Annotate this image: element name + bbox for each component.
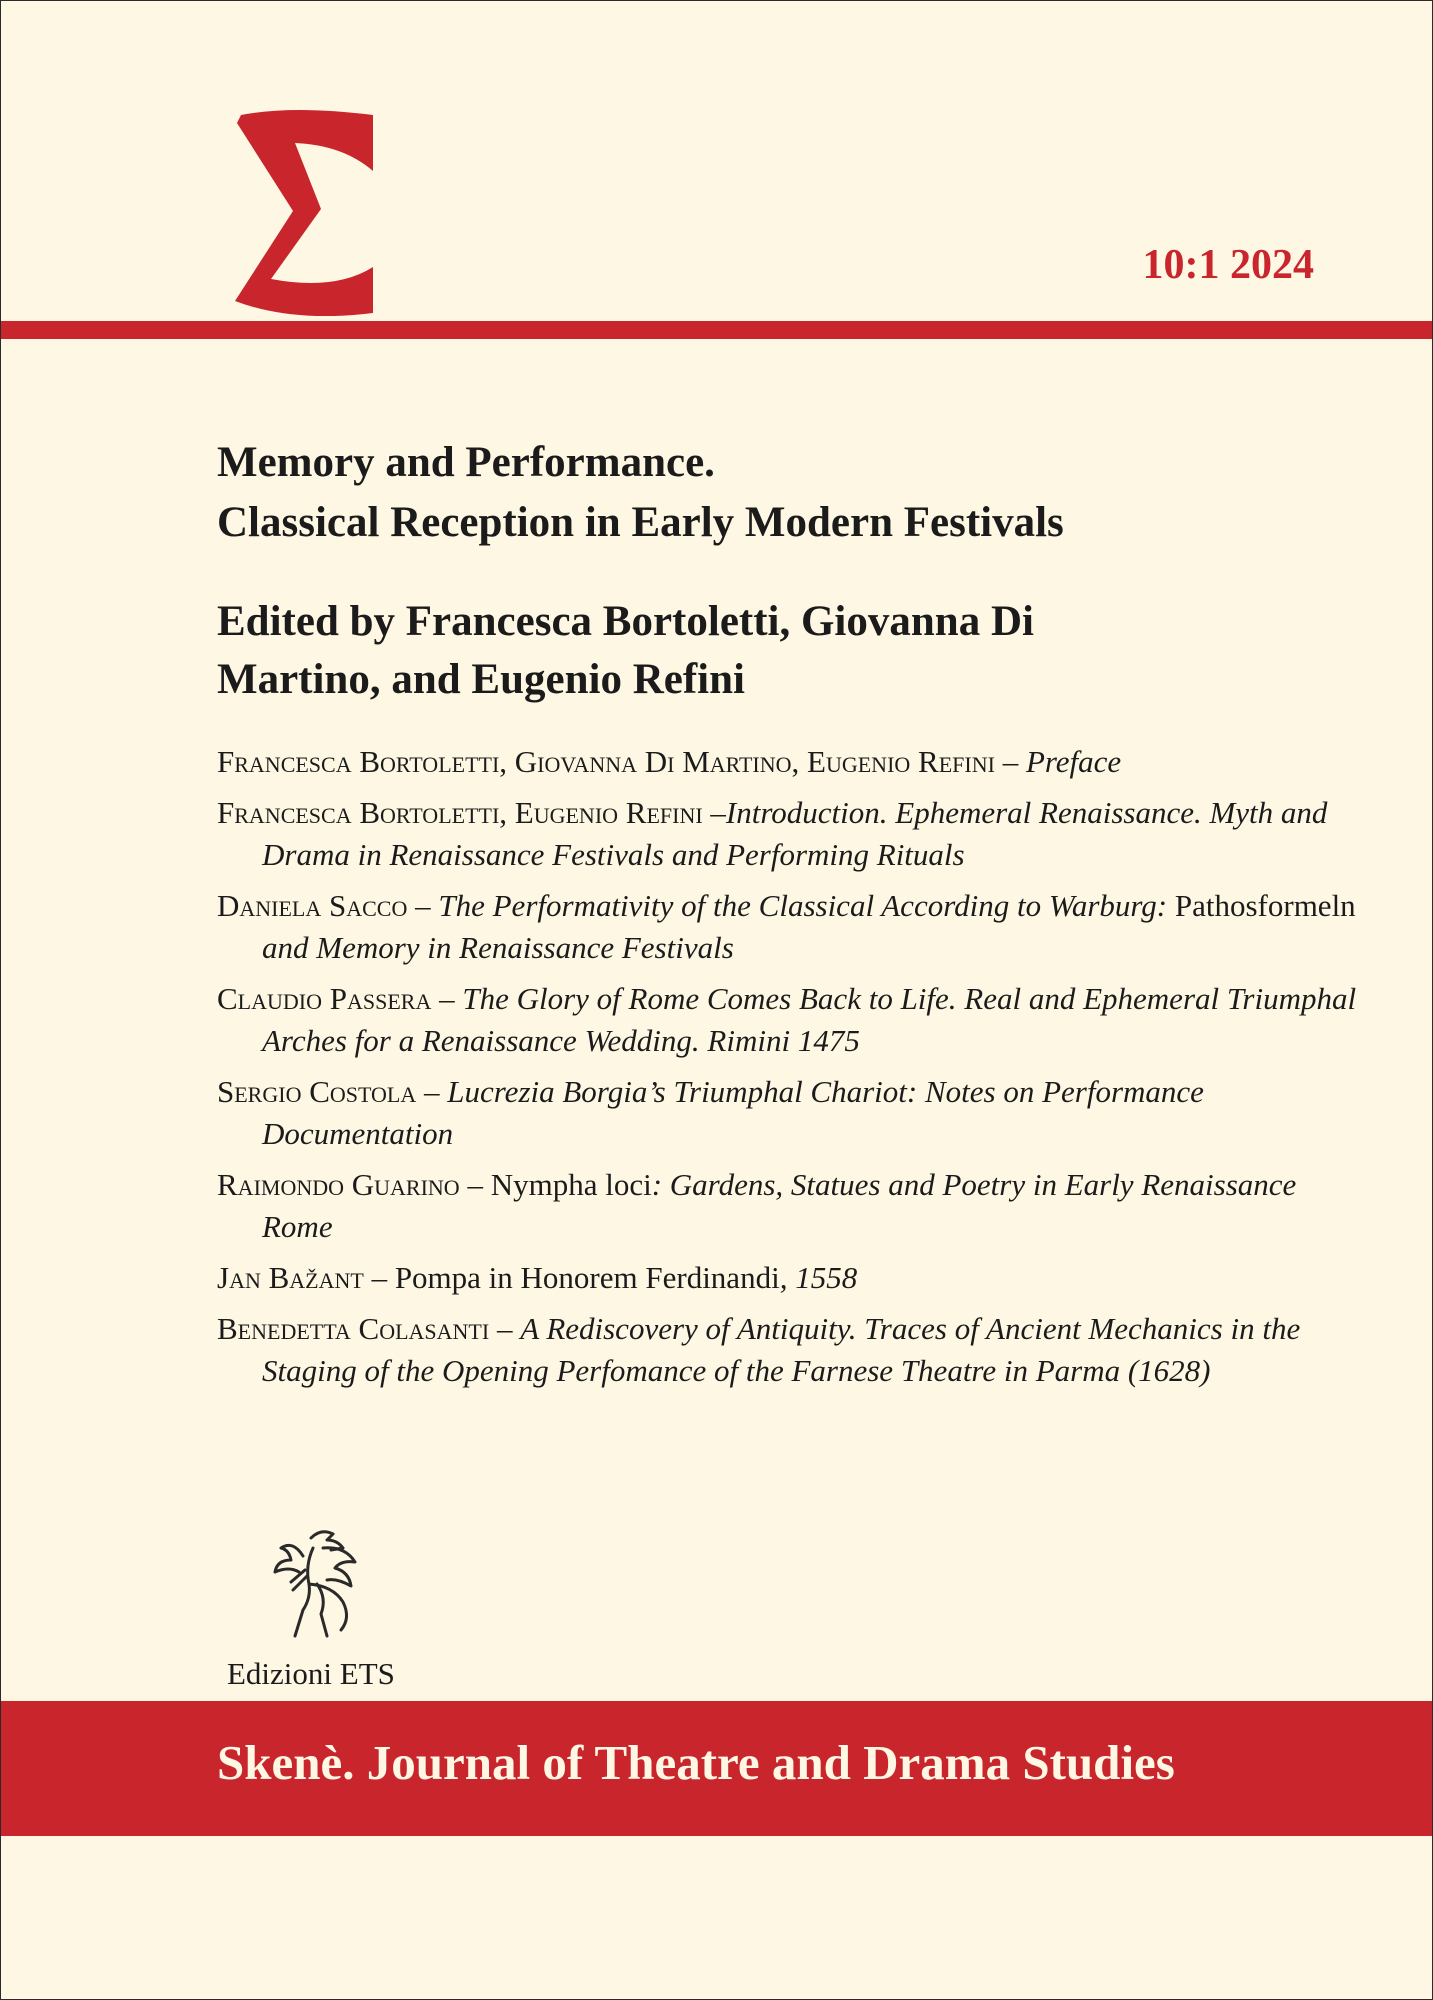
- toc-title: Introduction. Ephemeral Renaissance. Myth and Drama in Renaissance Festivals and Performing Rituals: [262, 795, 1328, 872]
- toc-title-roman: Pompa in Honorem Ferdinandi: [394, 1260, 780, 1295]
- griffin-emblem-icon: [263, 1526, 363, 1641]
- toc-author: Benedetta Colasanti: [217, 1311, 490, 1346]
- toc-title: The Performativity of the Classical According to Warburg:: [438, 888, 1168, 923]
- toc-entry: [217, 741, 1357, 783]
- toc-entry: [217, 1308, 1357, 1392]
- toc-separator: –: [416, 1074, 448, 1109]
- toc-entry: [217, 1257, 1357, 1299]
- toc-title-rest: , 1558: [779, 1260, 858, 1295]
- toc-author: Francesca Bortoletti, Eugenio Refini: [217, 795, 703, 830]
- toc-title: Preface: [1025, 744, 1122, 779]
- toc-author: Claudio Passera: [217, 981, 432, 1016]
- toc-separator: –: [459, 1167, 491, 1202]
- toc-title: The Glory of Rome Comes Back to Life. Real and Ephemeral Triumphal Arches for a Renaissance Wedding. Rimini 1475: [262, 981, 1357, 1058]
- editors-line-2: Martino, and Eugenio Refini: [217, 656, 745, 703]
- toc-author: Sergio Costola: [217, 1074, 417, 1109]
- issue-number: 10:1 2024: [1142, 242, 1314, 288]
- sigma-logo-icon: [223, 101, 388, 316]
- toc-separator: –: [702, 795, 726, 830]
- toc-separator: –: [994, 744, 1026, 779]
- issue-title-line-1: Memory and Performance.: [217, 439, 715, 486]
- top-rule: [1, 321, 1432, 339]
- publisher-name: Edizioni ETS: [227, 1656, 395, 1691]
- issue-title: [217, 433, 1337, 553]
- editors-line-1: Edited by Francesca Bortoletti, Giovanna Di: [217, 598, 1034, 645]
- toc-separator: –: [407, 888, 439, 923]
- toc-entry: [217, 792, 1357, 876]
- toc-title-rest: and Memory in Renaissance Festivals: [262, 930, 734, 965]
- toc-title-roman: Pathosformeln: [1174, 888, 1356, 923]
- toc-separator: –: [431, 981, 463, 1016]
- toc-title: A Rediscovery of Antiquity. Traces of Ancient Mechanics in the Staging of the Opening Perfomance of the Farnese Theatre in Parma (1628): [262, 1311, 1301, 1388]
- toc-author: Francesca Bortoletti, Giovanna Di Martino, Eugenio Refini: [217, 744, 995, 779]
- issue-title-line-2: Classical Reception in Early Modern Festivals: [217, 499, 1064, 546]
- toc-author: Daniela Sacco: [217, 888, 408, 923]
- journal-title: Skenè. Journal of Theatre and Drama Studies: [217, 1735, 1175, 1790]
- toc-title: Lucrezia Borgia’s Triumphal Chariot: Notes on Performance Documentation: [262, 1074, 1204, 1151]
- toc-author: Raimondo Guarino: [217, 1167, 460, 1202]
- toc-separator: –: [489, 1311, 521, 1346]
- toc-title-rest: : Gardens, Statues and Poetry in Early Renaissance Rome: [262, 1167, 1297, 1244]
- toc-entry: [217, 1164, 1357, 1248]
- toc-entry: [217, 978, 1357, 1062]
- toc-title-roman: Nympha loci: [490, 1167, 652, 1202]
- editors: [217, 593, 1237, 709]
- toc-entry: [217, 1071, 1357, 1155]
- toc-author: Jan Bažant: [217, 1260, 364, 1295]
- toc-entry: [217, 885, 1357, 969]
- toc-separator: –: [363, 1260, 395, 1295]
- table-of-contents: [217, 741, 1357, 1401]
